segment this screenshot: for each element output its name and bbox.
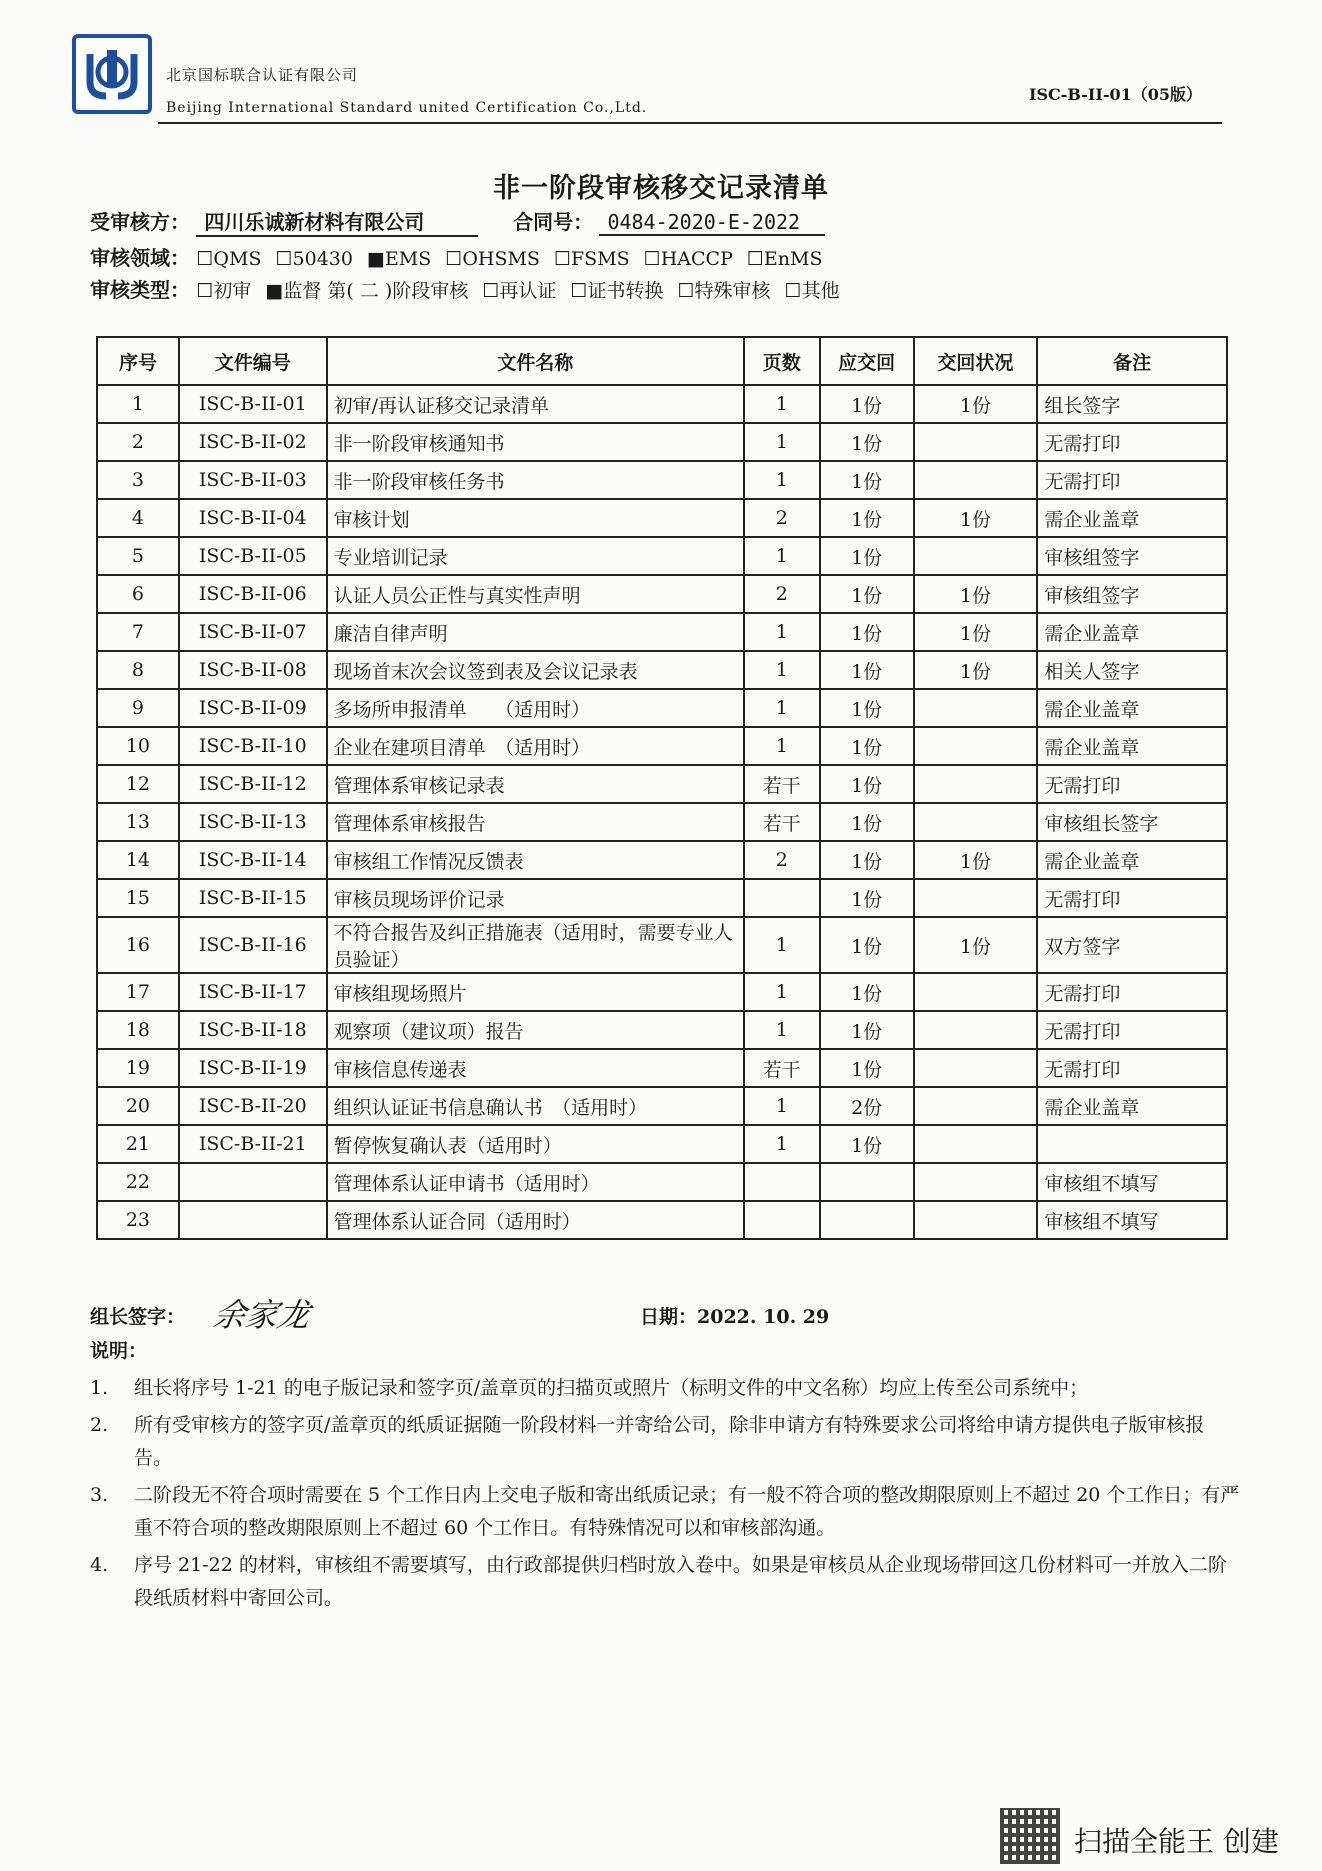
- domain-option-label: EnMS: [763, 248, 823, 270]
- cell-file-code: ISC-B-II-07: [179, 613, 327, 651]
- cell-remarks: 组长签字: [1037, 385, 1227, 423]
- cell-pages: 1: [744, 689, 820, 727]
- cell-no: 8: [97, 651, 179, 689]
- cell-remarks: 需企业盖章: [1037, 727, 1227, 765]
- checkbox-icon: ☐: [482, 280, 500, 302]
- cell-returned: [914, 973, 1038, 1011]
- cell-due: 1份: [820, 917, 914, 973]
- table-row: [97, 651, 1227, 689]
- cell-pages: 若干: [744, 1049, 820, 1087]
- cell-remarks: 审核组不填写: [1037, 1201, 1227, 1239]
- note-text: 二阶段无不符合项时需要在 5 个工作日内上交电子版和寄出纸质记录；有一般不符合项的整改期限原则上不超过 20 个工作日；有严重不符合项的整改期限原则上不超过 60 个工作日。有特殊情况可以和审核部沟通。: [134, 1484, 1240, 1539]
- checkbox-icon: ☐: [570, 280, 588, 302]
- cell-due: 1份: [820, 499, 914, 537]
- audit-type-line: [90, 274, 854, 303]
- col-header-due: 应交回: [820, 337, 914, 385]
- cell-returned: 1份: [914, 651, 1038, 689]
- cell-pages: 1: [744, 727, 820, 765]
- note-number: 2.: [90, 1414, 109, 1436]
- table-row: [97, 613, 1227, 651]
- cell-file-code: ISC-B-II-01: [179, 385, 327, 423]
- cell-file-code: ISC-B-II-02: [179, 423, 327, 461]
- scanner-watermark: [1000, 1808, 1300, 1864]
- cell-pages: 1: [744, 613, 820, 651]
- contract-value: 0484-2020-E-2022: [599, 210, 825, 236]
- cell-due: 1份: [820, 651, 914, 689]
- cell-file-name: 非一阶段审核通知书: [327, 423, 744, 461]
- cell-pages: 若干: [744, 803, 820, 841]
- cell-no: 6: [97, 575, 179, 613]
- cell-file-code: ISC-B-II-13: [179, 803, 327, 841]
- page-title: 非一阶段审核移交记录清单: [493, 173, 829, 204]
- checkbox-icon: ☐: [643, 248, 661, 270]
- cell-file-code: [179, 1201, 327, 1239]
- cell-returned: [914, 1201, 1038, 1239]
- cell-remarks: 审核组签字: [1037, 537, 1227, 575]
- cell-due: 1份: [820, 1011, 914, 1049]
- audit-type-option-label: 初审: [213, 280, 252, 302]
- cell-no: 9: [97, 689, 179, 727]
- cell-file-name: 观察项（建议项）报告: [327, 1011, 744, 1049]
- cell-remarks: 双方签字: [1037, 917, 1227, 973]
- page-header: [72, 34, 1222, 126]
- cell-returned: [914, 879, 1038, 917]
- domain-option-label: 50430: [292, 248, 353, 270]
- cell-file-name: 廉洁自律声明: [327, 613, 744, 651]
- cell-due: 1份: [820, 385, 914, 423]
- cell-remarks: 需企业盖章: [1037, 499, 1227, 537]
- cell-pages: 若干: [744, 765, 820, 803]
- cell-no: 16: [97, 917, 179, 973]
- audit-type-option-label: 其他: [801, 280, 840, 302]
- cell-returned: 1份: [914, 841, 1038, 879]
- cell-file-code: ISC-B-II-10: [179, 727, 327, 765]
- cell-file-code: ISC-B-II-19: [179, 1049, 327, 1087]
- logo-icon: [76, 38, 148, 110]
- cell-file-code: ISC-B-II-05: [179, 537, 327, 575]
- cell-file-name: 组织认证证书信息确认书 （适用时）: [327, 1087, 744, 1125]
- cell-file-name: 现场首末次会议签到表及会议记录表: [327, 651, 744, 689]
- audit-type-option-label: 特殊审核: [694, 280, 771, 302]
- domain-option-label: FSMS: [571, 248, 630, 270]
- audit-type-option: [196, 276, 251, 303]
- cell-pages: 1: [744, 651, 820, 689]
- cell-returned: [914, 803, 1038, 841]
- cell-file-name: 管理体系审核记录表: [327, 765, 744, 803]
- audit-type-option-label: 再认证: [499, 280, 557, 302]
- cell-file-name: 多场所申报清单 （适用时）: [327, 689, 744, 727]
- cell-file-name: 专业培训记录: [327, 537, 744, 575]
- checkbox-icon: ■: [265, 280, 284, 302]
- cell-remarks: 需企业盖章: [1037, 613, 1227, 651]
- cell-remarks: 无需打印: [1037, 423, 1227, 461]
- cell-due: 1份: [820, 423, 914, 461]
- cell-due: 1份: [820, 803, 914, 841]
- cell-remarks: 无需打印: [1037, 1011, 1227, 1049]
- cell-file-name: 不符合报告及纠正措施表（适用时，需要专业人员验证）: [327, 917, 744, 973]
- table-row: [97, 1087, 1227, 1125]
- note-item: [90, 1549, 1240, 1615]
- cell-remarks: 无需打印: [1037, 879, 1227, 917]
- cell-pages: 1: [744, 917, 820, 973]
- cell-returned: 1份: [914, 575, 1038, 613]
- cell-remarks: 审核组签字: [1037, 575, 1227, 613]
- qr-code-icon: [1000, 1808, 1060, 1864]
- company-name-cn: 北京国标联合认证有限公司: [166, 66, 359, 84]
- note-number: 4.: [90, 1554, 109, 1576]
- note-number: 1.: [90, 1377, 109, 1399]
- cell-returned: [914, 1011, 1038, 1049]
- header-divider: [158, 122, 1222, 124]
- cell-remarks: 审核组不填写: [1037, 1163, 1227, 1201]
- date-label: 日期：: [640, 1306, 698, 1328]
- table-row: [97, 537, 1227, 575]
- table-row: [97, 973, 1227, 1011]
- checkbox-icon: ☐: [746, 248, 764, 270]
- cell-due: 1份: [820, 461, 914, 499]
- cell-returned: [914, 423, 1038, 461]
- cell-due: 1份: [820, 727, 914, 765]
- cell-file-code: ISC-B-II-18: [179, 1011, 327, 1049]
- audit-type-option: [570, 276, 663, 303]
- cell-due: 1份: [820, 575, 914, 613]
- cell-pages: 1: [744, 973, 820, 1011]
- cell-pages: [744, 1163, 820, 1201]
- cell-due: [820, 1163, 914, 1201]
- cell-file-name: 管理体系认证申请书（适用时）: [327, 1163, 744, 1201]
- note-number: 3.: [90, 1484, 109, 1506]
- col-header-pages: 页数: [744, 337, 820, 385]
- domain-option: [644, 248, 733, 270]
- checkbox-icon: ☐: [445, 248, 463, 270]
- cell-remarks: 审核组长签字: [1037, 803, 1227, 841]
- cell-pages: 1: [744, 1125, 820, 1163]
- cell-no: 3: [97, 461, 179, 499]
- cell-returned: [914, 1125, 1038, 1163]
- col-header-returned: 交回状况: [914, 337, 1038, 385]
- table-row: [97, 917, 1227, 973]
- cell-returned: [914, 727, 1038, 765]
- cell-no: 20: [97, 1087, 179, 1125]
- table-row: [97, 727, 1227, 765]
- cell-returned: [914, 1087, 1038, 1125]
- notes-title: 说明：: [90, 1340, 148, 1362]
- document-code: ISC-B-II-01（05版）: [1028, 85, 1202, 104]
- cell-file-code: ISC-B-II-20: [179, 1087, 327, 1125]
- cell-file-name: 管理体系认证合同（适用时）: [327, 1201, 744, 1239]
- cell-no: 15: [97, 879, 179, 917]
- date-value: 2022. 10. 29: [697, 1306, 830, 1328]
- cell-file-code: ISC-B-II-17: [179, 973, 327, 1011]
- cell-no: 21: [97, 1125, 179, 1163]
- cell-no: 7: [97, 613, 179, 651]
- domain-option-label: EMS: [384, 248, 432, 270]
- cell-file-name: 暂停恢复确认表（适用时）: [327, 1125, 744, 1163]
- cell-pages: 1: [744, 461, 820, 499]
- cell-file-code: ISC-B-II-09: [179, 689, 327, 727]
- client-value: 四川乐诚新材料有限公司: [196, 206, 478, 237]
- cell-returned: [914, 461, 1038, 499]
- cell-no: 5: [97, 537, 179, 575]
- cell-pages: 1: [744, 1087, 820, 1125]
- table-row: [97, 765, 1227, 803]
- cell-remarks: 无需打印: [1037, 765, 1227, 803]
- table-row: [97, 1163, 1227, 1201]
- cell-pages: 2: [744, 499, 820, 537]
- col-header-no: 序号: [97, 337, 179, 385]
- company-name-en: Beijing International Standard united Certification Co.,Ltd.: [166, 100, 648, 116]
- cell-pages: 1: [744, 537, 820, 575]
- table-row: [97, 803, 1227, 841]
- cell-returned: [914, 689, 1038, 727]
- table-row: [97, 1049, 1227, 1087]
- checkbox-icon: ☐: [553, 248, 571, 270]
- contract-label: 合同号：: [513, 210, 594, 234]
- cell-returned: 1份: [914, 385, 1038, 423]
- cell-no: 18: [97, 1011, 179, 1049]
- cell-remarks: 相关人签字: [1037, 651, 1227, 689]
- cell-pages: 1: [744, 423, 820, 461]
- audit-type-option-label: 证书转换: [587, 280, 664, 302]
- audit-type-option: [785, 276, 840, 303]
- cell-no: 10: [97, 727, 179, 765]
- cell-due: 1份: [820, 1125, 914, 1163]
- cell-pages: 2: [744, 841, 820, 879]
- domain-option: [747, 248, 823, 270]
- cell-no: 22: [97, 1163, 179, 1201]
- cell-file-name: 审核计划: [327, 499, 744, 537]
- cell-remarks: [1037, 1125, 1227, 1163]
- table-header-row: [97, 337, 1227, 385]
- col-header-remarks: 备注: [1037, 337, 1227, 385]
- notes-list: [90, 1372, 1240, 1619]
- table-row: [97, 1125, 1227, 1163]
- note-item: [90, 1479, 1240, 1545]
- domain-option: [445, 248, 540, 270]
- handover-table: [96, 336, 1228, 1240]
- cell-pages: 1: [744, 385, 820, 423]
- cell-pages: 1: [744, 1011, 820, 1049]
- cell-no: 19: [97, 1049, 179, 1087]
- col-header-file-code: 文件编号: [179, 337, 327, 385]
- cell-pages: [744, 879, 820, 917]
- cell-file-code: ISC-B-II-08: [179, 651, 327, 689]
- note-text: 序号 21-22 的材料，审核组不需要填写，由行政部提供归档时放入卷中。如果是审核员从企业现场带回这几份材料可一并放入二阶段纸质材料中寄回公司。: [134, 1554, 1227, 1609]
- table-row: [97, 1201, 1227, 1239]
- domain-option: [554, 248, 630, 270]
- cell-file-code: ISC-B-II-04: [179, 499, 327, 537]
- leader-signature: 余家龙: [210, 1296, 314, 1334]
- domain-option-label: OHSMS: [462, 248, 540, 270]
- cell-due: [820, 1201, 914, 1239]
- watermark-text: 扫描全能王 创建: [1074, 1825, 1279, 1858]
- cell-file-name: 认证人员公正性与真实性声明: [327, 575, 744, 613]
- table-row: [97, 385, 1227, 423]
- cell-due: 1份: [820, 613, 914, 651]
- cell-no: 2: [97, 423, 179, 461]
- note-item: [90, 1409, 1240, 1475]
- company-logo: [72, 34, 152, 114]
- leader-sign-label: 组长签字：: [90, 1306, 186, 1328]
- domain-option: [275, 248, 353, 270]
- cell-pages: 2: [744, 575, 820, 613]
- cell-file-name: 管理体系审核报告: [327, 803, 744, 841]
- cell-file-code: ISC-B-II-15: [179, 879, 327, 917]
- audit-type-option-label: 监督 第( 二 )阶段审核: [283, 280, 469, 302]
- cell-remarks: 无需打印: [1037, 461, 1227, 499]
- cell-file-code: ISC-B-II-12: [179, 765, 327, 803]
- cell-no: 23: [97, 1201, 179, 1239]
- date-line: [640, 1302, 829, 1329]
- table-row: [97, 1011, 1227, 1049]
- note-item: [90, 1372, 1240, 1405]
- table-row: [97, 841, 1227, 879]
- audit-domain-line: [90, 242, 837, 271]
- cell-remarks: 需企业盖章: [1037, 841, 1227, 879]
- cell-file-code: ISC-B-II-03: [179, 461, 327, 499]
- cell-pages: [744, 1201, 820, 1239]
- table-row: [97, 575, 1227, 613]
- client-label: 受审核方：: [90, 210, 190, 234]
- cell-returned: [914, 1163, 1038, 1201]
- note-text: 组长将序号 1-21 的电子版记录和签字页/盖章页的扫描页或照片（标明文件的中文名称）均应上传至公司系统中；: [134, 1377, 1089, 1399]
- checkbox-icon: ■: [366, 248, 385, 270]
- cell-file-name: 审核信息传递表: [327, 1049, 744, 1087]
- cell-no: 13: [97, 803, 179, 841]
- cell-remarks: 无需打印: [1037, 973, 1227, 1011]
- cell-due: 1份: [820, 973, 914, 1011]
- cell-remarks: 无需打印: [1037, 1049, 1227, 1087]
- domain-option-label: QMS: [213, 248, 262, 270]
- cell-no: 12: [97, 765, 179, 803]
- cell-returned: 1份: [914, 499, 1038, 537]
- cell-returned: 1份: [914, 613, 1038, 651]
- cell-file-name: 企业在建项目清单 （适用时）: [327, 727, 744, 765]
- cell-due: 1份: [820, 841, 914, 879]
- checkbox-icon: ☐: [275, 248, 293, 270]
- checkbox-icon: ☐: [677, 280, 695, 302]
- cell-due: 1份: [820, 1049, 914, 1087]
- cell-remarks: 需企业盖章: [1037, 689, 1227, 727]
- col-header-file-name: 文件名称: [327, 337, 744, 385]
- table-row: [97, 499, 1227, 537]
- cell-file-name: 审核组现场照片: [327, 973, 744, 1011]
- client-line: [90, 206, 825, 237]
- audit-type-label: 审核类型：: [90, 278, 190, 302]
- checkbox-icon: ☐: [196, 280, 214, 302]
- audit-type-option: [265, 276, 468, 303]
- cell-file-name: 审核员现场评价记录: [327, 879, 744, 917]
- checkbox-icon: ☐: [196, 248, 214, 270]
- cell-no: 17: [97, 973, 179, 1011]
- cell-file-name: 非一阶段审核任务书: [327, 461, 744, 499]
- cell-file-code: ISC-B-II-21: [179, 1125, 327, 1163]
- cell-due: 1份: [820, 537, 914, 575]
- note-text: 所有受审核方的签字页/盖章页的纸质证据随一阶段材料一并寄给公司，除非申请方有特殊要求公司将给申请方提供电子版审核报告。: [134, 1414, 1205, 1469]
- audit-type-option: [677, 276, 770, 303]
- cell-no: 4: [97, 499, 179, 537]
- table-row: [97, 689, 1227, 727]
- cell-file-name: 审核组工作情况反馈表: [327, 841, 744, 879]
- cell-due: 1份: [820, 689, 914, 727]
- table-row: [97, 879, 1227, 917]
- cell-file-code: ISC-B-II-14: [179, 841, 327, 879]
- cell-no: 1: [97, 385, 179, 423]
- cell-due: 1份: [820, 765, 914, 803]
- cell-returned: 1份: [914, 917, 1038, 973]
- domain-option: [196, 248, 261, 270]
- audit-type-option: [482, 276, 556, 303]
- cell-file-code: ISC-B-II-16: [179, 917, 327, 973]
- domain-option-label: HACCP: [660, 248, 733, 270]
- domain-option: [367, 248, 431, 270]
- cell-due: 1份: [820, 879, 914, 917]
- cell-file-name: 初审/再认证移交记录清单: [327, 385, 744, 423]
- cell-no: 14: [97, 841, 179, 879]
- cell-file-code: [179, 1163, 327, 1201]
- cell-remarks: 需企业盖章: [1037, 1087, 1227, 1125]
- checkbox-icon: ☐: [784, 280, 802, 302]
- cell-returned: [914, 1049, 1038, 1087]
- cell-due: 2份: [820, 1087, 914, 1125]
- cell-returned: [914, 765, 1038, 803]
- cell-file-code: ISC-B-II-06: [179, 575, 327, 613]
- table-row: [97, 423, 1227, 461]
- cell-returned: [914, 537, 1038, 575]
- domain-label: 审核领域：: [90, 246, 190, 270]
- table-row: [97, 461, 1227, 499]
